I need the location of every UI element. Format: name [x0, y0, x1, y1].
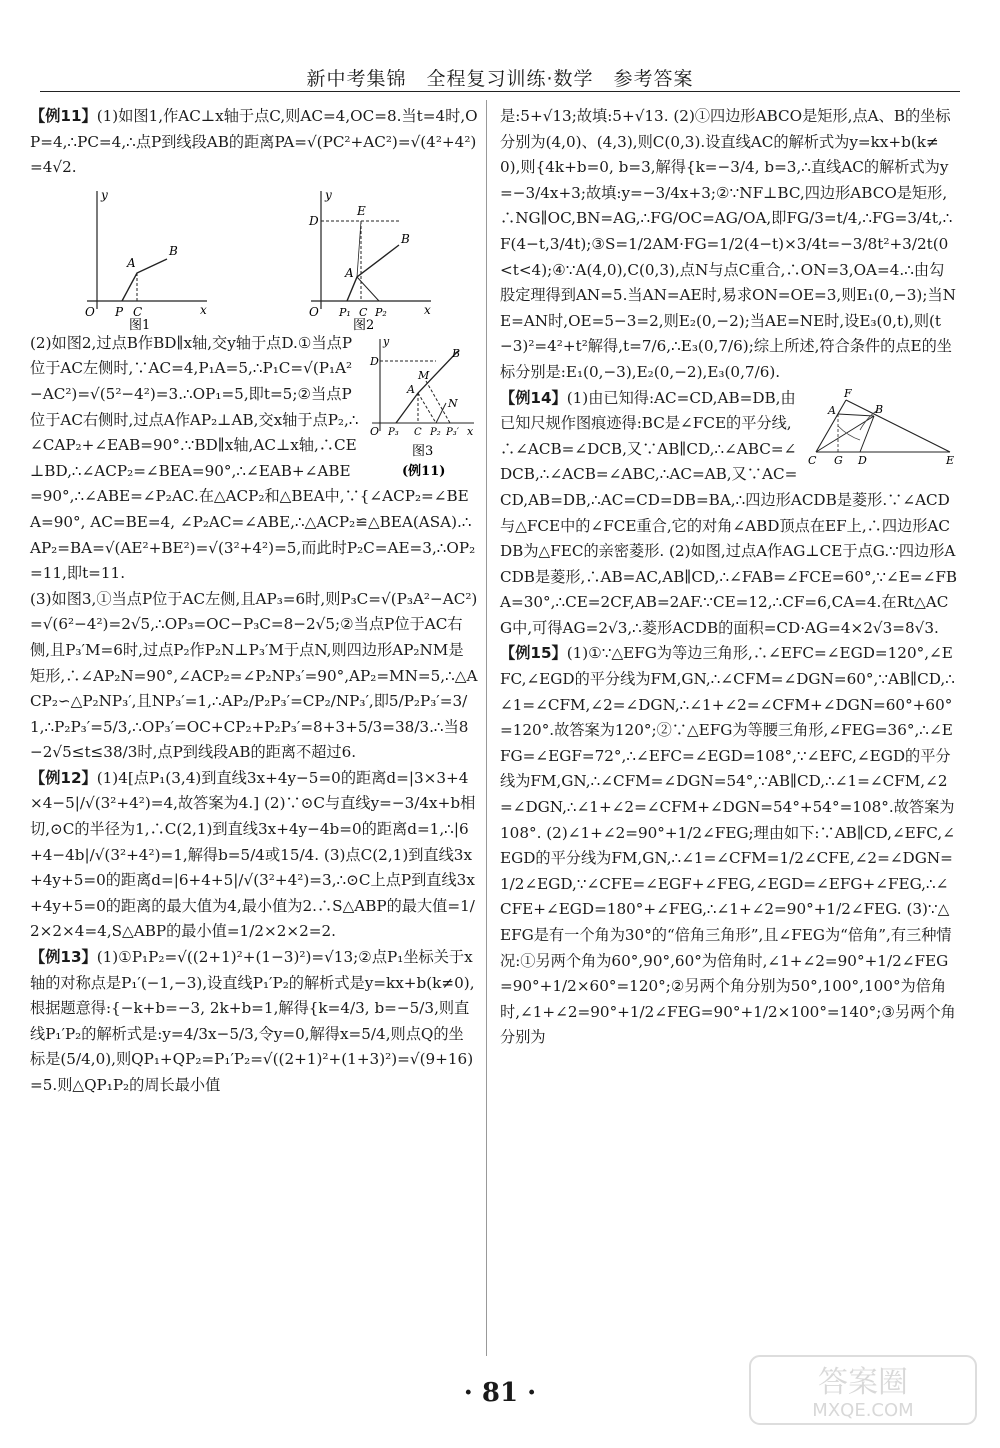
- watermark-domain: MXQE.COM: [812, 1400, 914, 1421]
- fig1-caption: 图1: [129, 317, 151, 331]
- example-text: (1)如图1,作AC⊥x轴于点C,则AC=4,OC=8.当t=4时,OP=4,∴PC=4,∴点P到线段AB的距离PA=√(PC²+AC²)=√(4²+4²)=4√2.: [30, 107, 478, 177]
- example-text: (1)①P₁P₂=√((2+1)²+(1−3)²)=√13;②点P₁坐标关于x轴的对称点是P₁′(−1,−3),设直线P₁′P₂的解析式是y=kx+b(k≠0),根据题意得:{−k+b=−3, 2k+b=1,解得{k=4/3, b=−5/3,则直线P₁′P₂的解析式是:y=4/3x−5/3,令y=0,解得x=5/4,则点Q的坐标是(5/4,0),则QP₁+QP₂=P₁′P₂=√((2+1)²+(1+3)²)=√(9+16)=5.则△QP₁P₂的周长最小值: [30, 948, 475, 1094]
- example-text: (1)①∵△EFG为等边三角形,∴∠EFC=∠EGD=120°,∠EFC,∠EGD的平分线为FM,GN,∴∠CFM=∠DGN=60°,∵AB∥CD,∴∠1=∠CFM,∠2=∠DGN,∴∠1+∠2=∠CFM+∠DGN=60°+60°=120°.故答案为120°;②∵△EFG为等腰三角形,∠FEG=36°,∴∠EFG=∠EGF=72°,∴∠EFC=∠EGD=108°,∵∠EFC,∠EGD的平分线为FM,GN,∴∠CFM=∠DGN=54°,∵AB∥CD,∴∠1=∠CFM,∠2=∠DGN,∴∠1+∠2=∠CFM+∠DGN=54°+54°=108°.故答案为108°. (2)∠1+∠2=90°+1/2∠FEG;理由如下:∵AB∥CD,∠EFC,∠EGD的平分线为FM,GN,∴∠1=∠CFM=1/2∠CFE,∠2=∠DGN=1/2∠EGD,∵∠CFE=∠EGF+∠FEG,∠EGD=∠EFG+∠FEG,∴∠CFE+∠EGD=180°+∠FEG,∴∠1+∠2=90°+1/2∠FEG. (3)∵△EFG是有一个角为30°的“倍角三角形”,且∠FEG为“倍角”,有三种情况:①另两个角为60°,90°,60°为倍角时,∠1+∠2=90°+1/2∠FEG=90°+1/2×60°=120°;②另两个角分别为50°,100°,100°为倍角时,∠1+∠2=90°+1/2∠FEG=90°+1/2×100°=140°;③另两个角分别为: [500, 644, 956, 1047]
- example-label: 【例15】: [500, 644, 567, 663]
- example-text: (1)4[点P₁(3,4)到直线3x+4y−5=0的距离d=|3×3+4×4−5|/√(3²+4²)=4,故答案为4.] (2)∵⊙C与直线y=−3/4x+b相切,⊙C的半径为1,∴C(2,1)到直线3x+4y−4b=0的距离d=1,∴|6+4−4b|/√(3²+4²)=1,解得b=5/4或15/4. (3)点C(2,1)到直线3x+4y+5=0的距离d=|6+4+5|/√(3²+4²)=3,∴⊙C上点P到直线3x+4y+5=0的距离的最大值为4,最小值为2.∴S△ABP的最大值=1/2×2×4=4,S△ABP的最小值=1/2×2×2=2.: [30, 768, 476, 941]
- example-label: 【例13】: [30, 948, 97, 967]
- example-text: 是:5+√13;故填:5+√13. (2)①四边形ABCO是矩形,点A、B的坐标分别为(4,0)、(4,3),则C(0,3).设直线AC的解析式为y=kx+b(k≠0),则{4k+b=0, b=3,解得{k=−3/4, b=3,∴直线AC的解析式为y=−3/4x+3;故填:y=−3/4x+3;②∵NF⊥BC,四边形ABCO是矩形,∴NG∥OC,BN=AG,∴FG/OC=AG/OA,即FG/3=t/4,∴FG=3/4t,∴F(4−t,3/4t);③S=1/2AM·FG=1/2(4−t)×3/4t=−3/8t²+3/2t(0<t<4);④∵A(4,0),C(0,3),点N与点C重合,∴ON=3,OA=4.∴由勾股定理得到AN=5.当AN=AE时,易求ON=OE=3,则E₁(0,−3);当NE=AN时,OE=5−3=2,则E₂(0,−2);当AE=NE时,设E₃(0,t),则(t−3)²=4²+t²解得,t=7/6,∴E₃(0,7/6);综上所述,符合条件的点E的坐标分别是:E₁(0,−3),E₂(0,−2),E₃(0,7/6).: [500, 107, 956, 381]
- fig3-c-label: C: [414, 426, 422, 438]
- figure-2: [291, 181, 441, 331]
- fig1-a-label: A: [127, 255, 136, 270]
- example-text: (2)如图2,过点B作BD∥x轴,交y轴于点D.①当点P位于AC左侧时,∵AC=4,P₁A=5,∴P₁C=√(P₁A²−AC²)=√(5²−4²)=3.∴OP₁=5,即t=5;②当点P位于AC右侧时,过点A作AP₂⊥AB,交x轴于点P₂,∴∠CAP₂+∠EAB=90°.∵BD∥x轴,AC⊥x轴,∴CE⊥BD,∴∠ACP₂=∠BEA=90°,∴∠EAB+∠ABE=90°,∴∠ABE=∠P₂AC.在△ACP₂和△BEA中,∵{∠ACP₂=∠BEA=90°, AC=BE=4, ∠P₂AC=∠ABE,∴△ACP₂≌△BEA(ASA).∴AP₂=BA=√(AE²+BE²)=√(3²+4²)=5,而此时P₂C=AE=3,∴OP₂=11,即t=11.: [30, 333, 476, 583]
- fig4-f-label: F: [844, 386, 852, 400]
- example-label: 【例14】: [500, 388, 567, 407]
- fig4-g-label: G: [834, 453, 843, 467]
- column-divider: [486, 100, 487, 1356]
- example-13-continued: [500, 104, 958, 386]
- fig3-p2-label: P₂: [430, 426, 441, 438]
- fig3-a-label: A: [407, 382, 415, 396]
- fig3-p3p-label: P₃′: [446, 426, 460, 438]
- fig2-c-label: C: [359, 305, 368, 319]
- fig3-d-label: D: [370, 354, 379, 368]
- example-13: [30, 945, 478, 1099]
- fig4-c-label: C: [808, 453, 817, 467]
- fig3-m-label: M: [418, 368, 430, 382]
- figure-3: [366, 331, 478, 481]
- example-11-part1: [30, 104, 478, 181]
- fig2-o-label: O: [309, 304, 319, 319]
- fig2-d-label: D: [309, 213, 319, 228]
- fig3-subcaption: (例11): [402, 463, 446, 479]
- fig1-c-label: C: [133, 304, 143, 319]
- fig2-e-label: E: [357, 203, 366, 218]
- watermark-logo: [748, 1354, 978, 1426]
- watermark-title: 答案圈: [818, 1365, 908, 1400]
- fig2-b-label: B: [401, 231, 410, 246]
- left-column: [30, 104, 478, 1099]
- example-text: (1)由已知得:AC=CD,AB=DB,由已知尺规作图痕迹得:BC是∠FCE的平分线,∴∠ACB=∠DCB,又∵AB∥CD,∴∠ABC=∠DCB,∴∠ACB=∠ABC,∴AC=AB,又∵AC=CD,AB=DB,∴AC=CD=DB=BA,∴四边形ACDB是菱形.∵∠ACD与△FCE中的∠FCE重合,它的对角∠ABD顶点在EF上,∴四边形ACDB为△FEC的亲密菱形. (2)如图,过点A作AG⊥CE于点G.∵四边形ACDB是菱形,∴AB=AC,AB∥CD,∴∠FAB=∠FCE=60°,∵∠E=∠FBA=30°,∴CE=2CF,AB=2AF.∵CE=12,∴CF=6,CA=4.在Rt△ACG中,可得AG=2√3,∴菱形ACDB的面积=CD·AG=4×2√3=8√3.: [500, 388, 958, 637]
- fig1-x-label: x: [200, 302, 207, 317]
- example-text: (3)如图3,①当点P位于AC左侧,且AP₃=6时,则P₃C=√(P₃A²−AC²)=√(6²−4²)=2√5,∴OP₃=OC−P₃C=8−2√5;②当点P位于AC右侧,且P₃′M=6时,过点P₂作P₂N⊥P₃′M于点N,则四边形AP₂NM是矩形,∴∠AP₂N=90°,∠ACP₂=∠P₂NP₃′=90°,AP₂=MN=5,∴△ACP₂∽△P₂NP₃′,且NP₃′=1,∴AP₂/P₂P₃′=CP₂/NP₃′,即5/P₂P₃′=3/1,∴P₂P₃′=5/3,∴OP₃′=OC+CP₂+P₂P₃′=8+3+5/3=38/3.∴当8−2√5≤t≤38/3时,点P到线段AB的距离不超过6.: [30, 589, 478, 762]
- fig3-p3-label: P₃: [388, 426, 399, 438]
- fig1-y-label: y: [101, 187, 108, 202]
- fig2-p2-label: P₂: [375, 305, 387, 319]
- fig4-a-label: A: [828, 403, 836, 417]
- figure-1: [67, 181, 217, 331]
- example-15: [500, 641, 958, 1051]
- fig2-caption: 图2: [353, 317, 375, 331]
- page-number: · 81 ·: [463, 1378, 537, 1408]
- fig1-b-label: B: [169, 243, 178, 258]
- fig2-p1-label: P₁: [339, 305, 351, 319]
- fig3-x-label: x: [467, 424, 474, 438]
- figure-rhombus: [808, 386, 958, 470]
- example-label: 【例11】: [30, 107, 97, 125]
- figures-1-2: [30, 181, 478, 331]
- example-label: 【例12】: [30, 768, 97, 787]
- fig4-b-label: B: [875, 402, 884, 416]
- fig3-caption: 图3: [412, 443, 434, 459]
- fig3-b-label: B: [452, 346, 461, 360]
- fig2-a-label: A: [345, 265, 354, 280]
- fig2-y-label: y: [325, 187, 332, 202]
- running-header: 新中考集锦 全程复习训练·数学 参考答案: [306, 68, 694, 90]
- fig4-e-label: E: [946, 453, 955, 467]
- fig1-p-label: P: [115, 304, 124, 319]
- fig3-o-label: O: [370, 424, 380, 438]
- example-12: [30, 766, 478, 945]
- fig3-n-label: N: [448, 396, 458, 410]
- right-column: [500, 104, 958, 1051]
- example-11-part3: [30, 587, 478, 766]
- fig3-y-label: y: [383, 334, 390, 348]
- fig1-o-label: O: [85, 304, 95, 319]
- fig2-x-label: x: [424, 302, 431, 317]
- fig4-d-label: D: [858, 453, 867, 467]
- header-rule: [40, 91, 960, 92]
